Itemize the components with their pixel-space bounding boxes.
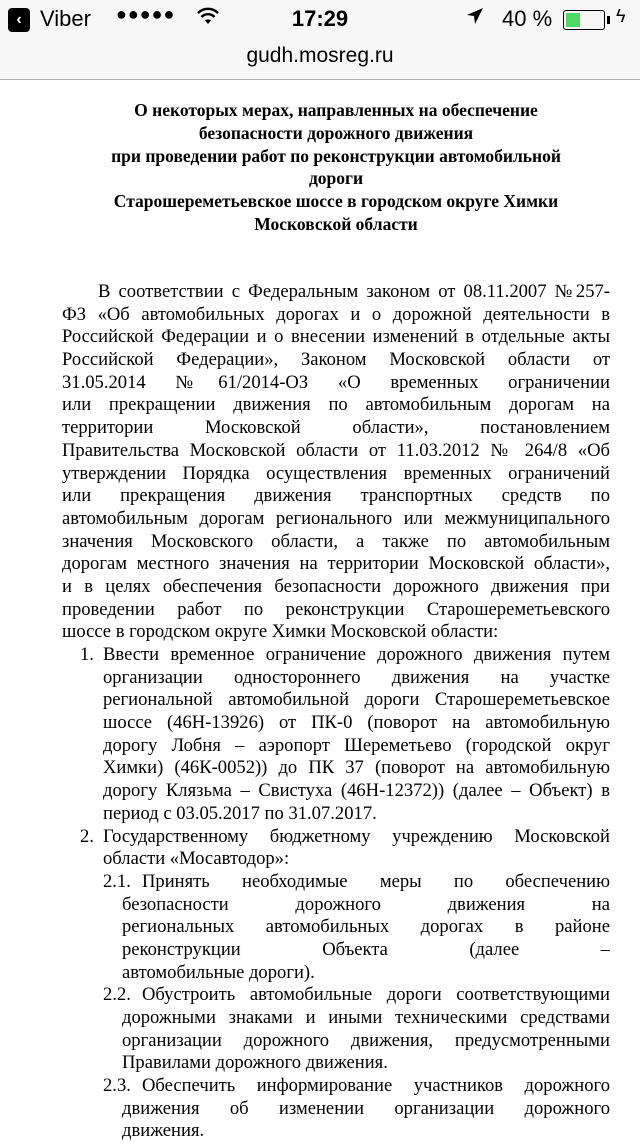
line-text: региональной автомобильной дороги Старошереметьевское bbox=[103, 689, 610, 711]
line-text: области «Мосавтодор»: bbox=[103, 848, 290, 870]
line-text: региональных автомобильных дорогах в районе bbox=[122, 916, 610, 938]
text-line bbox=[62, 349, 610, 372]
line-text: ФЗ «Об автомобильных дорогах и о дорожной деятельности в bbox=[62, 303, 610, 325]
text-line bbox=[62, 667, 610, 690]
line-text: Ввести временное ограничение дорожного движения путем bbox=[103, 644, 610, 665]
url-domain[interactable]: gudh.mosreg.ru bbox=[246, 44, 394, 67]
title-line: дороги bbox=[308, 168, 364, 189]
text-line bbox=[62, 939, 610, 962]
line-text: Обустроить автомобильные дороги соответствующими bbox=[142, 984, 610, 1006]
list-number: 2. bbox=[80, 825, 94, 847]
line-text: территории Московской области», постановлением bbox=[62, 417, 610, 439]
line-text: организации одностороннего движения на участке bbox=[103, 666, 610, 688]
line-text: утверждении Порядка осуществления временных ограничений bbox=[62, 462, 610, 484]
line-text: автомобильные дороги). bbox=[122, 961, 315, 983]
text-line bbox=[62, 621, 610, 644]
line-text: Правилами дорожного движения. bbox=[122, 1052, 388, 1074]
text-line bbox=[62, 1052, 610, 1075]
location-arrow-icon bbox=[466, 6, 484, 32]
charging-bolt-icon: ϟ bbox=[616, 6, 626, 26]
line-text: дорожными знаками и иными техническими средствами bbox=[122, 1007, 610, 1028]
line-text: Химки) (46К-0052)) до ПК 37 (поворот на автомобильную bbox=[103, 757, 610, 779]
line-text: и в целях обеспечения безопасности дорожного движения при bbox=[62, 575, 610, 597]
list-number: 2.2. bbox=[103, 984, 131, 1006]
line-text: движения. bbox=[122, 1120, 205, 1142]
back-app-label[interactable]: Viber bbox=[40, 6, 91, 31]
text-line bbox=[62, 485, 610, 508]
battery-nub bbox=[607, 16, 610, 24]
document-title bbox=[60, 99, 612, 236]
text-line bbox=[62, 780, 610, 803]
text-line bbox=[62, 440, 610, 463]
clock: 17:29 bbox=[291, 6, 349, 31]
line-text: автомобильным дорогам регионального или межмуниципального bbox=[62, 507, 610, 529]
back-to-app-icon[interactable]: ‹ bbox=[8, 8, 30, 32]
line-text: проведении работ по реконструкции Старошереметьевского bbox=[62, 598, 610, 620]
signal-strength-icon: ●●●●● bbox=[116, 4, 176, 24]
line-text: дорогам местного значения на территории Московской области», bbox=[62, 553, 610, 575]
line-text: значения Московского области, а также по автомобильным bbox=[62, 530, 610, 552]
text-line bbox=[62, 417, 610, 440]
address-bar[interactable] bbox=[0, 40, 640, 80]
line-text: шоссе в городском округе Химки Московской области: bbox=[62, 621, 499, 643]
list-number: 1. bbox=[80, 644, 94, 665]
line-text: Обеспечить информирование участников дорожного bbox=[142, 1075, 610, 1097]
text-line bbox=[62, 281, 610, 304]
title-line: при проведении работ по реконструкции автомобильной bbox=[111, 145, 561, 166]
title-line: Московской области bbox=[254, 213, 418, 234]
text-line bbox=[62, 916, 610, 939]
list-number: 2.3. bbox=[103, 1075, 131, 1097]
list-number: 2.1. bbox=[103, 870, 131, 892]
text-line bbox=[62, 531, 610, 554]
text-line bbox=[62, 757, 610, 780]
text-line bbox=[62, 1030, 610, 1053]
title-line: безопасности дорожного движения bbox=[198, 122, 474, 143]
text-line bbox=[62, 553, 610, 576]
text-line bbox=[62, 463, 610, 486]
text-line bbox=[62, 1098, 610, 1121]
text-line bbox=[62, 1120, 610, 1143]
title-line: О некоторых мерах, направленных на обеспечение bbox=[134, 100, 538, 120]
text-line bbox=[62, 735, 610, 758]
text-line bbox=[62, 644, 610, 667]
text-line bbox=[62, 848, 610, 871]
line-text: движения об изменении организации дорожного bbox=[122, 1097, 610, 1119]
text-line bbox=[62, 372, 610, 395]
line-text: реконструкции Объекта (далее – bbox=[122, 938, 610, 960]
text-line bbox=[62, 689, 610, 712]
text-line bbox=[62, 712, 610, 735]
line-text: организации дорожного движения, предусмотренными bbox=[122, 1029, 610, 1051]
line-text: Принять необходимые меры по обеспечению bbox=[142, 870, 610, 892]
text-line bbox=[62, 803, 610, 826]
line-text: В соответствии с Федеральным законом от 08.11.2007 №257- bbox=[98, 281, 610, 302]
line-text: Государственному бюджетному учреждению Московской bbox=[103, 825, 610, 847]
line-text: Российской Федерации и о внесении изменений в отдельные акты bbox=[62, 326, 610, 348]
line-text: или прекращении движения по автомобильным дорогам на bbox=[62, 394, 610, 416]
text-line bbox=[62, 394, 610, 417]
line-text: дорогу Лобня – аэропорт Шереметьево (городской округ bbox=[103, 734, 610, 756]
line-text: Российской Федерации», Законом Московской области от bbox=[62, 349, 610, 371]
battery-percent: 40 % bbox=[502, 6, 553, 31]
text-line bbox=[62, 871, 610, 894]
status-bar bbox=[0, 0, 640, 40]
text-line bbox=[62, 826, 610, 849]
text-line bbox=[62, 326, 610, 349]
line-text: период с 03.05.2017 по 31.07.2017. bbox=[103, 802, 377, 824]
line-text: шоссе (46Н-13926) от ПК-0 (поворот на автомобильную bbox=[103, 712, 610, 734]
line-text: Правительства Московской области от 11.03.2012 № 264/8 «Об bbox=[62, 439, 610, 461]
text-line bbox=[62, 599, 610, 622]
text-line bbox=[62, 894, 610, 917]
text-line bbox=[62, 576, 610, 599]
title-line: Старошереметьевское шоссе в городском округе Химки bbox=[113, 191, 559, 212]
line-text: или прекращения движения транспортных средств по bbox=[62, 485, 610, 507]
battery-icon bbox=[563, 10, 605, 30]
document-body bbox=[62, 281, 610, 1143]
line-text: 31.05.2014 №61/2014-ОЗ «О временных ограничении bbox=[62, 371, 610, 393]
line-text: безопасности дорожного движения на bbox=[122, 893, 610, 915]
line-text: дорогу Клязьма – Свистуха (46Н-12372)) (далее – Объект) в bbox=[103, 780, 610, 802]
text-line bbox=[62, 984, 610, 1007]
text-line bbox=[62, 1075, 610, 1098]
text-line bbox=[62, 304, 610, 327]
text-line bbox=[62, 1007, 610, 1030]
text-line bbox=[62, 962, 610, 985]
text-line bbox=[62, 508, 610, 531]
